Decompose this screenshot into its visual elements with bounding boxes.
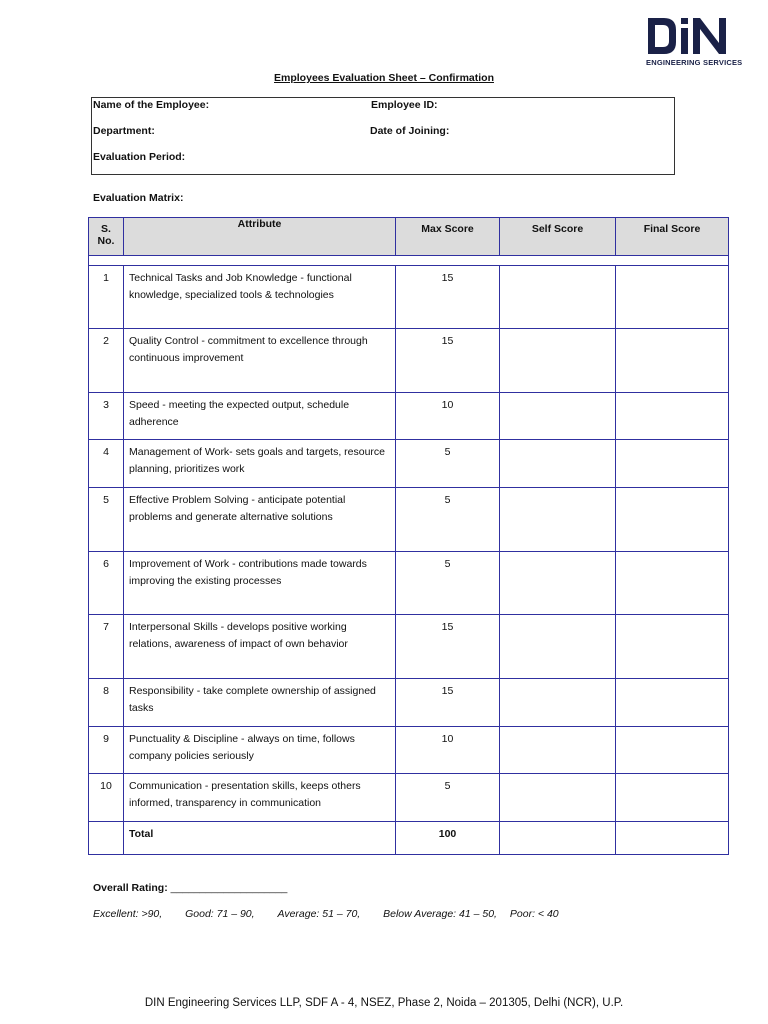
total-final-score[interactable] (616, 822, 729, 855)
row-attribute: Quality Control - commitment to excellence through continuous improvement (124, 329, 396, 393)
table-header-row (89, 218, 729, 256)
row-max-score: 15 (396, 266, 500, 329)
total-label: Total (124, 822, 396, 855)
row-max-score: 15 (396, 679, 500, 727)
row-attribute: Speed - meeting the expected output, schedule adherence (124, 393, 396, 440)
header-self-score: Self Score (500, 218, 616, 256)
row-max-score: 5 (396, 774, 500, 822)
table-row (89, 266, 729, 329)
row-max-score: 5 (396, 488, 500, 552)
department-label: Department: (93, 125, 155, 137)
table-row (89, 552, 729, 615)
row-final-score[interactable] (616, 727, 729, 774)
row-sno: 1 (89, 266, 124, 329)
row-sno: 9 (89, 727, 124, 774)
row-final-score[interactable] (616, 488, 729, 552)
table-row (89, 727, 729, 774)
row-self-score[interactable] (500, 552, 616, 615)
table-row (89, 488, 729, 552)
header-spacer-row (89, 256, 729, 266)
scale-below-average: Below Average: 41 – 50, (383, 908, 497, 920)
rating-scale (93, 908, 579, 920)
table-row (89, 329, 729, 393)
row-attribute: Punctuality & Discipline - always on time, follows company policies seriously (124, 727, 396, 774)
row-final-score[interactable] (616, 393, 729, 440)
evaluation-matrix-label: Evaluation Matrix: (93, 192, 184, 204)
row-self-score[interactable] (500, 393, 616, 440)
table-row (89, 440, 729, 488)
row-sno: 5 (89, 488, 124, 552)
employee-name-label: Name of the Employee: (93, 99, 210, 111)
header-final-score: Final Score (616, 218, 729, 256)
employee-info-box (91, 97, 675, 175)
row-attribute: Technical Tasks and Job Knowledge - functional knowledge, specialized tools & technologies (124, 266, 396, 329)
row-self-score[interactable] (500, 774, 616, 822)
header-attribute: Attribute (124, 218, 396, 256)
total-max-score: 100 (396, 822, 500, 855)
row-self-score[interactable] (500, 266, 616, 329)
row-sno: 8 (89, 679, 124, 727)
scale-good: Good: 71 – 90, (185, 908, 255, 920)
row-max-score: 10 (396, 393, 500, 440)
row-self-score[interactable] (500, 679, 616, 727)
row-max-score: 10 (396, 727, 500, 774)
logo-subtitle: ENGINEERING SERVICES (646, 58, 743, 67)
row-sno: 7 (89, 615, 124, 679)
row-sno: 4 (89, 440, 124, 488)
row-final-score[interactable] (616, 615, 729, 679)
row-attribute: Effective Problem Solving - anticipate potential problems and generate alternative solutions (124, 488, 396, 552)
scale-average: Average: 51 – 70, (277, 908, 361, 920)
overall-rating-blank[interactable]: ____________________ (167, 882, 288, 894)
row-max-score: 5 (396, 552, 500, 615)
page-title: Employees Evaluation Sheet – Confirmation (274, 72, 494, 84)
total-self-score[interactable] (500, 822, 616, 855)
row-self-score[interactable] (500, 615, 616, 679)
row-self-score[interactable] (500, 440, 616, 488)
evaluation-period-label: Evaluation Period: (93, 151, 186, 163)
row-max-score: 15 (396, 615, 500, 679)
table-row (89, 679, 729, 727)
scale-poor: Poor: < 40 (509, 908, 559, 920)
row-self-score[interactable] (500, 488, 616, 552)
row-final-score[interactable] (616, 329, 729, 393)
row-sno: 3 (89, 393, 124, 440)
row-sno: 2 (89, 329, 124, 393)
row-final-score[interactable] (616, 440, 729, 488)
overall-rating-label: Overall Rating: (93, 882, 168, 894)
table-row (89, 393, 729, 440)
header-max-score: Max Score (396, 218, 500, 256)
overall-rating (93, 882, 287, 894)
row-final-score[interactable] (616, 266, 729, 329)
row-attribute: Responsibility - take complete ownership of assigned tasks (124, 679, 396, 727)
row-max-score: 5 (396, 440, 500, 488)
footer-address: DIN Engineering Services LLP, SDF A - 4, NSEZ, Phase 2, Noida – 201305, Delhi (NCR), U.P. (144, 997, 624, 1009)
row-attribute: Interpersonal Skills - develops positive working relations, awareness of impact of own behavior (124, 615, 396, 679)
row-final-score[interactable] (616, 679, 729, 727)
row-attribute: Improvement of Work - contributions made towards improving the existing processes (124, 552, 396, 615)
header-sno: S. No. (89, 218, 124, 256)
evaluation-matrix-table (88, 217, 729, 855)
scale-excellent: Excellent: >90, (93, 908, 163, 920)
table-row (89, 774, 729, 822)
row-attribute: Management of Work- sets goals and targets, resource planning, prioritizes work (124, 440, 396, 488)
total-row (89, 822, 729, 855)
row-final-score[interactable] (616, 552, 729, 615)
date-of-joining-label: Date of Joining: (370, 125, 450, 137)
row-self-score[interactable] (500, 329, 616, 393)
row-final-score[interactable] (616, 774, 729, 822)
row-attribute: Communication - presentation skills, keeps others informed, transparency in communication (124, 774, 396, 822)
row-self-score[interactable] (500, 727, 616, 774)
table-row (89, 615, 729, 679)
row-sno: 6 (89, 552, 124, 615)
row-max-score: 15 (396, 329, 500, 393)
row-sno: 10 (89, 774, 124, 822)
employee-id-label: Employee ID: (371, 99, 438, 111)
